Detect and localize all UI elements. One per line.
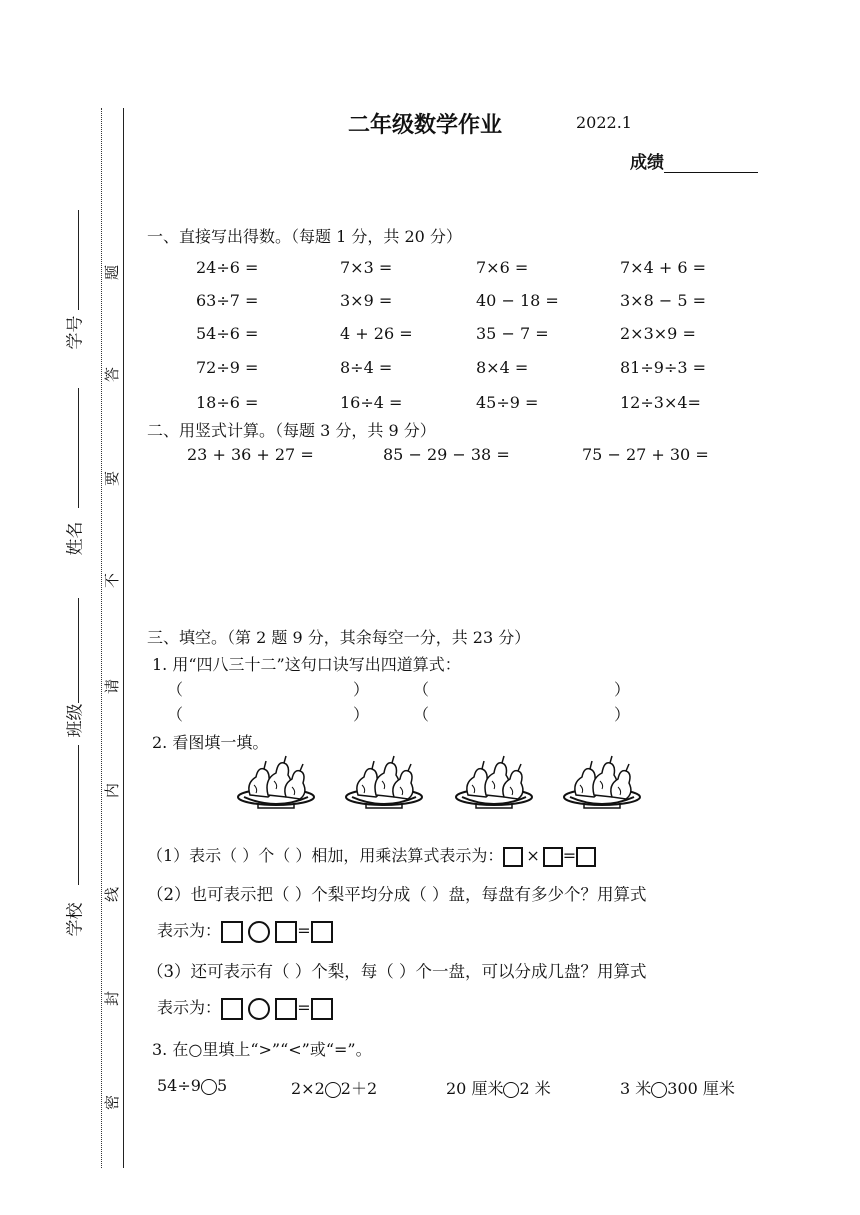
seal-line (123, 108, 124, 1168)
seal-char-4: 不 (103, 572, 122, 589)
answer-box[interactable] (221, 921, 243, 943)
equals-sign: = (297, 921, 311, 940)
paren-close: ） (614, 705, 631, 724)
compare-2 (291, 1076, 377, 1099)
calc-3-3: 35 − 7 = (476, 324, 549, 343)
name-field[interactable] (53, 388, 93, 568)
answer-box[interactable] (275, 921, 297, 943)
paren-close: ） (353, 680, 370, 699)
score-blank[interactable] (664, 154, 758, 173)
calc-1-2: 7×3 = (340, 258, 393, 277)
calc-5-3: 45÷9 = (476, 393, 539, 412)
paren-close: ） (353, 705, 370, 724)
student-id-label: 学号 (65, 315, 86, 350)
section3-heading: 三、填空。（第 2 题 9 分，其余每空一分，共 23 分） (147, 628, 531, 647)
vertical-calc-1: 23 + 36 + 27 = (187, 445, 314, 464)
answer-box[interactable] (543, 847, 563, 867)
answer-box[interactable] (576, 847, 596, 867)
student-id-field[interactable] (53, 210, 93, 370)
score-field[interactable] (630, 148, 758, 173)
paren-close: ） (614, 680, 631, 699)
compare-4 (620, 1076, 735, 1099)
q1-blank-3[interactable] (167, 702, 369, 725)
class-field[interactable] (53, 598, 93, 748)
q2-3-answer (157, 995, 333, 1020)
pear-plate-3 (456, 756, 532, 808)
q1-text: 1. 用“四八三十二”这句口诀写出四道算式： (152, 655, 461, 674)
q2-2-answer (157, 918, 333, 943)
calc-2-1: 63÷7 = (196, 291, 259, 310)
calc-3-1: 54÷6 = (196, 324, 259, 343)
answer-box[interactable] (221, 998, 243, 1020)
seal-char-2: 答 (103, 366, 122, 383)
compare-left: 2×2 (291, 1079, 325, 1098)
q2-3-text: （3）还可表示有（ ）个梨，每（ ）个一盘，可以分成几盘？用算式 (147, 962, 647, 981)
calc-4-2: 8÷4 = (340, 358, 393, 377)
calc-5-2: 16÷4 = (340, 393, 403, 412)
operator-circle[interactable] (248, 998, 270, 1020)
equals-sign: = (562, 846, 577, 865)
calc-2-2: 3×9 = (340, 291, 393, 310)
compare-circle[interactable] (503, 1082, 519, 1098)
score-label: 成绩 (630, 153, 664, 173)
q2-text: 2. 看图填一填。 (152, 733, 269, 752)
compare-left: 20 厘米 (446, 1079, 504, 1098)
compare-left: 3 米 (620, 1079, 652, 1098)
calc-1-3: 7×6 = (476, 258, 529, 277)
seal-char-8: 封 (103, 990, 122, 1007)
times-sign: × (526, 846, 540, 865)
vertical-calc-3: 75 − 27 + 30 = (582, 445, 709, 464)
pear-plate-4 (564, 756, 640, 808)
calc-3-4: 2×3×9 = (620, 324, 696, 343)
section1-heading: 一、直接写出得数。（每题 1 分，共 20 分） (147, 227, 462, 246)
equals-sign: = (297, 998, 311, 1017)
compare-right: 2＋2 (340, 1079, 378, 1098)
page-title: 二年级数学作业 (348, 113, 503, 138)
seal-char-7: 线 (103, 886, 122, 903)
q2-1-label: （1）表示（ ）个（ ）相加，用乘法算式表示为： (147, 846, 504, 865)
compare-right: 2 米 (519, 1079, 551, 1098)
q1-blank-4[interactable] (413, 702, 630, 725)
answer-box[interactable] (503, 847, 523, 867)
answer-box[interactable] (311, 921, 333, 943)
seal-char-6: 内 (103, 782, 122, 799)
paren-open: （ (413, 680, 430, 699)
compare-circle[interactable] (201, 1079, 217, 1095)
paren-open: （ (167, 680, 184, 699)
answer-box[interactable] (311, 998, 333, 1020)
name-label: 姓名 (65, 521, 86, 556)
seal-char-9: 密 (103, 1094, 122, 1111)
q1-blank-2[interactable] (413, 677, 630, 700)
calc-2-4: 3×8 − 5 = (620, 291, 707, 310)
calc-1-4: 7×4 + 6 = (620, 258, 707, 277)
pear-plate-1 (238, 756, 314, 808)
compare-1 (157, 1076, 227, 1095)
calc-1-1: 24÷6 = (196, 258, 259, 277)
q2-3-answer-label: 表示为： (157, 998, 222, 1017)
seal-char-3: 要 (103, 470, 122, 487)
q2-2-answer-label: 表示为： (157, 921, 222, 940)
compare-circle[interactable] (651, 1082, 667, 1098)
seal-char-1: 题 (103, 264, 122, 281)
compare-right: 300 厘米 (667, 1079, 735, 1098)
seal-char-5: 请 (103, 678, 122, 695)
section2-heading: 二、用竖式计算。（每题 3 分，共 9 分） (147, 421, 436, 440)
vertical-calc-2: 85 − 29 − 38 = (383, 445, 510, 464)
class-label: 班级 (65, 703, 86, 738)
paren-open: （ (413, 705, 430, 724)
paren-open: （ (167, 705, 184, 724)
calc-4-3: 8×4 = (476, 358, 529, 377)
compare-left: 54÷9 (157, 1076, 201, 1095)
school-field[interactable] (53, 745, 93, 945)
pear-plates-illustration (232, 755, 652, 815)
answer-box[interactable] (275, 998, 297, 1020)
q1-blank-1[interactable] (167, 677, 369, 700)
q2-1-text (147, 843, 596, 867)
school-label: 学校 (65, 902, 86, 937)
calc-2-3: 40 − 18 = (476, 291, 559, 310)
compare-circle[interactable] (325, 1082, 341, 1098)
compare-3 (446, 1076, 551, 1099)
date: 2022.1 (576, 113, 632, 132)
calc-4-1: 72÷9 = (196, 358, 259, 377)
operator-circle[interactable] (248, 921, 270, 943)
calc-5-1: 18÷6 = (196, 393, 259, 412)
pear-plate-2 (346, 756, 422, 808)
calc-4-4: 81÷9÷3 = (620, 358, 707, 377)
calc-3-2: 4 + 26 = (340, 324, 413, 343)
q2-2-text: （2）也可表示把（ ）个梨平均分成（ ）盘，每盘有多少个？用算式 (147, 885, 647, 904)
q3-text: 3. 在○里填上“>”“<”或“=”。 (152, 1040, 372, 1059)
compare-right: 5 (216, 1076, 228, 1095)
calc-5-4: 12÷3×4= (620, 393, 701, 412)
